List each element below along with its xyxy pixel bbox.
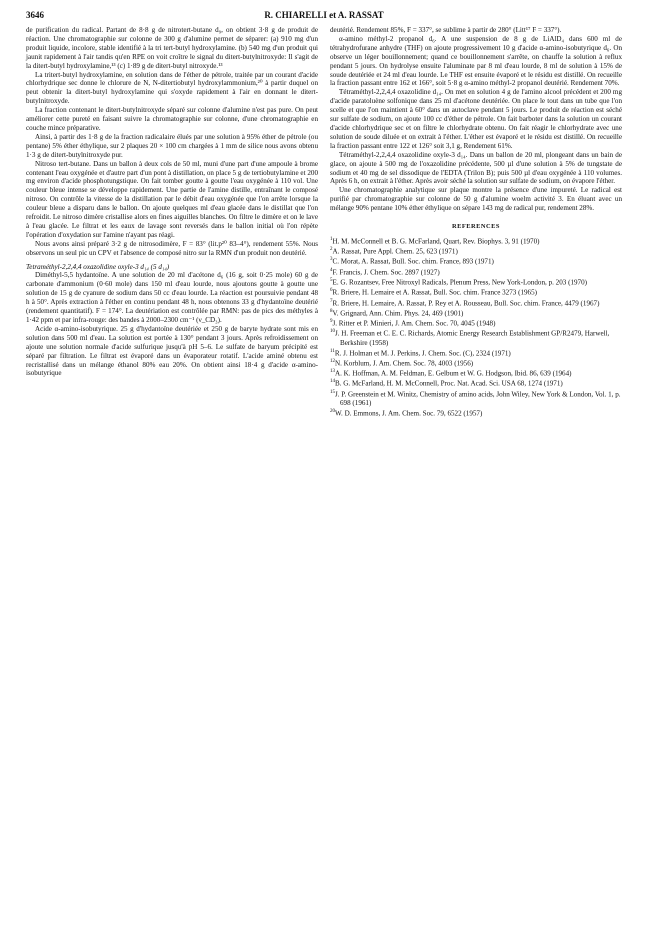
reference-item: $^{11}$R. J. Holman et M. J. Perkins, J. Chem. Soc. (C), 2324 (1971) bbox=[330, 348, 511, 357]
reference-item: $^1$H. M. McConnell et B. G. McFarland, Quart, Rev. Biophys. 3, 91 (1970) bbox=[330, 236, 540, 246]
paragraph: deutérié. Rendement 85%, F = 337°, se sublime à partir de 280° (Litt¹⁷ F = 337°). bbox=[330, 26, 562, 34]
paragraph: α-amino méthyl-2 propanol d₆. A une suspension de 8 g de LiAlD₄ dans 600 ml de tétrahydrofurane anhydre (THF) on ajoute progressivement 10 g d'acide α-amino-isobutyrique d₆. On observe un léger bouillonnement; quand ce bouillonnement s'arrête, on chauffe la solution à reflux pendant 5 jours. On hydrolyse ensuite l'aluminate par 8 ml d'eau lourde, 8 ml de solution à 15% de soude deutériée et 24 ml d'eau lourde. Le THF est ensuite évaporé et le résidu est distillé. On recueille la fraction passant entre 162 et 166°, soit 5·8 g α-amino méthyl-2 propanol deutérié. Rendement 70%. bbox=[330, 34, 622, 88]
reference-item: $^6$R. Briere, H. Lemaire et A. Rassat, Bull. Soc. chim. France 3273 (1965) bbox=[330, 288, 537, 297]
paragraph: Tétraméthyl-2,2,4,4 oxazolidine oxyle-3 d₁₄. Dans un ballon de 20 ml, plongeant dans un bain de glace, on ajoute à 500 mg de l'oxazolidine précédente, 500 µl d'une solution à 5% de tungstate de sodium et 40 mg de sel dissodique de l'EDTA (Trilon B); puis 500 µl d'eau oxygénée à 110 volumes. Après 6 h, on extrait à l'éther. Après avoir séché la solution sur sulfate de sodium, on évapore l'éther. bbox=[330, 150, 622, 186]
paragraph: La tritert-butyl hydroxylamine, en solution dans de l'éther de pétrole, traitée par un courant d'acide chlorhydrique sec donne le chlorure de N, N-ditertiobutyl hydroxylammonium,²⁰ à partir duquel on peut obtenir la ditert-butyl hydroxylamine qui s'oxyde rapidement à l'air en donnant le ditert-butylnitroxyde. bbox=[26, 70, 318, 106]
reference-item: $^{14}$B. G. McFarland, H. M. McConnell, Proc. Nat. Acad. Sci. USA 68, 1274 (1971) bbox=[330, 379, 563, 388]
running-title: R. CHIARELLI et A. RASSAT bbox=[264, 10, 384, 20]
page-header bbox=[26, 10, 622, 24]
reference-item: $^3$C. Morat, A. Rassat, Bull. Soc. chim. France, 893 (1971) bbox=[330, 257, 494, 266]
references-list bbox=[330, 236, 622, 418]
section-heading: Tetraméthyl-2,2,4,4 oxazolidine oxyle-3 d₁₄ (5 d₁₄) bbox=[26, 262, 170, 271]
paragraph: Acide α-amino-isobutyrique. 25 g d'hydantoïne deutériée et 250 g de baryte hydrate sont mis en solution dans 500 ml d'eau. La solution est portée à 130° pendant 3 jours. Après refroidissement on ajoute une solution normale d'acide sulfurique jusqu'à pH 5–6. Le sulfate de baryum précipité est séparé par filtration. Le filtrat est évaporé dans un évaporateur rotatif. L'acide aminé obtenu est recristallisé dans un mélange éthanol 80% eau 20%. On obtient ainsi 18·4 g d'acide α-amino-isobutyrique bbox=[26, 324, 318, 378]
left-column bbox=[26, 26, 318, 378]
paragraph: La fraction contenant le ditert-butylnitroxyde séparé sur colonne d'alumine n'est pas pure. On peut améliorer cette pureté en faisant suivre la chromatographie sur colonne, d'une chromatographie en couche mince préparative. bbox=[26, 106, 318, 132]
reference-item: $^{13}$A. K. Hoffman, A. M. Feldman, E. Gelbum et W. G. Hodgson, Ibid. 86, 639 (1964) bbox=[330, 369, 572, 378]
reference-item: $^4$F. Francis, J. Chem. Soc. 2897 (1927) bbox=[330, 267, 440, 277]
paragraph: Une chromatographie analytique sur plaque montre la présence d'une impureté. Le radical est purifié par chromatographie sur colonne de 50 g d'alumine woelm activité 3. En éluant avec un mélange 90% pentane 10% éther éthylique on sépare 143 mg de radical pur, rendement 28%. bbox=[330, 186, 622, 213]
right-column bbox=[330, 26, 622, 418]
references-heading: REFERENCES bbox=[452, 223, 500, 231]
paragraph: Ainsi, à partir des 1·8 g de la fraction radicalaire élués par une solution à 95% éther de pétrole (ou pentane) 5% éther éthylique, sur 2 plaques 20 × 100 cm chargées à 1 mm de silice nous avons obtenu 1·3 g de ditert-butylnitroxyde pur. bbox=[26, 132, 318, 159]
paragraph: de purification du radical. Partant de 8·8 g de nitrotert-butane d₉, on obtient 3·8 g de produit de réaction. Une chromatographie sur colonne de 300 g d'alumine permet de séparer: (a) 910 mg d'un produit liquide, incolore, stable identifié à la tri tert-butyl hydroxylamine. (b) 540 mg d'un produit qui jaunit rapidement à l'air tandis qu'en RPE on voit croître le signal du ditert-butylnitroxyde: Il s'agit de la ditert-butyl hydroxylamine,¹³ (c) 1·89 g de ditert-butyl nitroxyde.¹³ bbox=[26, 26, 318, 70]
reference-item: $^{12}$N. Korblum, J. Am. Chem. Soc. 78, 4003 (1956) bbox=[330, 358, 474, 368]
reference-item: $^{15}$J. P. Greenstein et M. Winitz, Chemistry of amino acids, John Wiley, New York & London, Vol. 1, p. 698 (1961) bbox=[330, 389, 621, 407]
reference-item: $^{20}$W. D. Emmons, J. Am. Chem. Soc. 79, 6522 (1957) bbox=[330, 408, 483, 418]
reference-item: $^8$V. Grignard, Ann. Chim. Phys. 24, 469 (1901) bbox=[330, 308, 464, 318]
reference-item: $^2$A. Rassat, Pure Appl. Chem. 25, 623 (1971) bbox=[330, 247, 458, 256]
reference-item: $^{10}$J. H. Freeman et C. E. C. Richards, Atomic Energy Research Establishment GP/R2479, Harwell, Berkshire (1958) bbox=[330, 329, 610, 347]
paragraph: Nitroso tert-butane. Dans un ballon à deux cols de 50 ml, muni d'une part d'une ampoule à brome contenant l'eau oxygénée et d'autre part d'un pont à distillation, on place 5 g de tertiobutylamine et 200 mg environ d'acide phosphotungstique. On fait tomber goutte à goutte l'eau oxygénée à 110 vol. Une couleur bleue intense se développe rapidement. Une partie de l'amine distille, entraînant le composé nitroso. On contrôle la vitesse de la distillation par le débit d'eau oxygénée que l'on arrête lorsque la couleur bleue a disparu dans le ballon. On ajoute quelques ml d'eau glacée dans le distillat que l'on refroidit. Le nitroso dimère cristallise alors en fines aiguilles blanches. On filtre le dimère et on le lave à l'eau glacée. Le filtrat et les eaux de lavage sont reversés dans le ballon initial où l'on répète l'opération d'oxydation sur l'amine n'ayant pas réagi. bbox=[26, 159, 318, 239]
paragraph: Diméthyl-5,5 hydantoïne. A une solution de 20 ml d'acétone d₆ (16 g, soit 0·25 mole) 60 g de carbonate d'ammonium (0·60 mole) dans 150 ml d'eau lourde, nous ajoutons goutte à goutte une solution de 15 g de cyanure de sodium dans 50 cc d'eau lourde. La réaction est poursuivie pendant 48 h à 50°. Après extraction à l'éther en continu pendant 48 h, nous obtenons 33 g d'hydantoïne deutérié (rendement quantitatif). F = 174°. La deutériation est contrôlée par RMN: pas de pics des méthyles à 1·42 ppm et par infra-rouge: des bandes à 2000–2300 cm⁻¹ (ν_CD₃). bbox=[26, 271, 318, 324]
reference-item: $^7$R. Briere, H. Lemaire, A. Rassat, P. Rey et A. Rousseau, Bull. Soc. chim. France, 4479 (1967) bbox=[330, 298, 600, 307]
reference-item: $^5$E. G. Rozantsev, Free Nitroxyl Radicals, Plenum Press, New York-London, p. 203 (1970) bbox=[330, 278, 587, 287]
page-number: 3646 bbox=[26, 10, 44, 20]
reference-item: $^9$J. Ritter et P. Minieri, J. Am. Chem. Soc. 70, 4045 (1948) bbox=[330, 319, 496, 328]
paragraph: Nous avons ainsi préparé 3·2 g de nitrosodimère, F = 83° (lit.p²⁰ 83–4°), rendement 55%. Nous observons un seul pic un CPV et l'absence de composé nitro sur la RMN d'un produit non deutérié. bbox=[26, 239, 318, 257]
paragraph: Tétraméthyl-2,2,4,4 oxazolidine d₁₄. On met en solution 4 g de l'amino alcool précédent et 200 mg d'acide paratoluène solfonique dans 25 ml d'acétone deutériée. On place le tout dans un tube que l'on scelle et que l'on maintient à 60° dans un autoclave pendant 5 jours. Le produit de réaction est séché sur sulfate de sodium, on ajoute 100 cc d'éther de pétrole. On fait barboter dans la solution un courant d'acide chlorhydrique sec et on filtre le chlorhydrate obtenu. On fait réagir le chlorhydrate avec une solution de soude diluée et on extrait à l'éther. L'éther est évaporé et le résidu est distillé. On recueille la fraction passant entre 122 et 126° soit 3,1 g, Rendement 61%. bbox=[330, 88, 622, 150]
